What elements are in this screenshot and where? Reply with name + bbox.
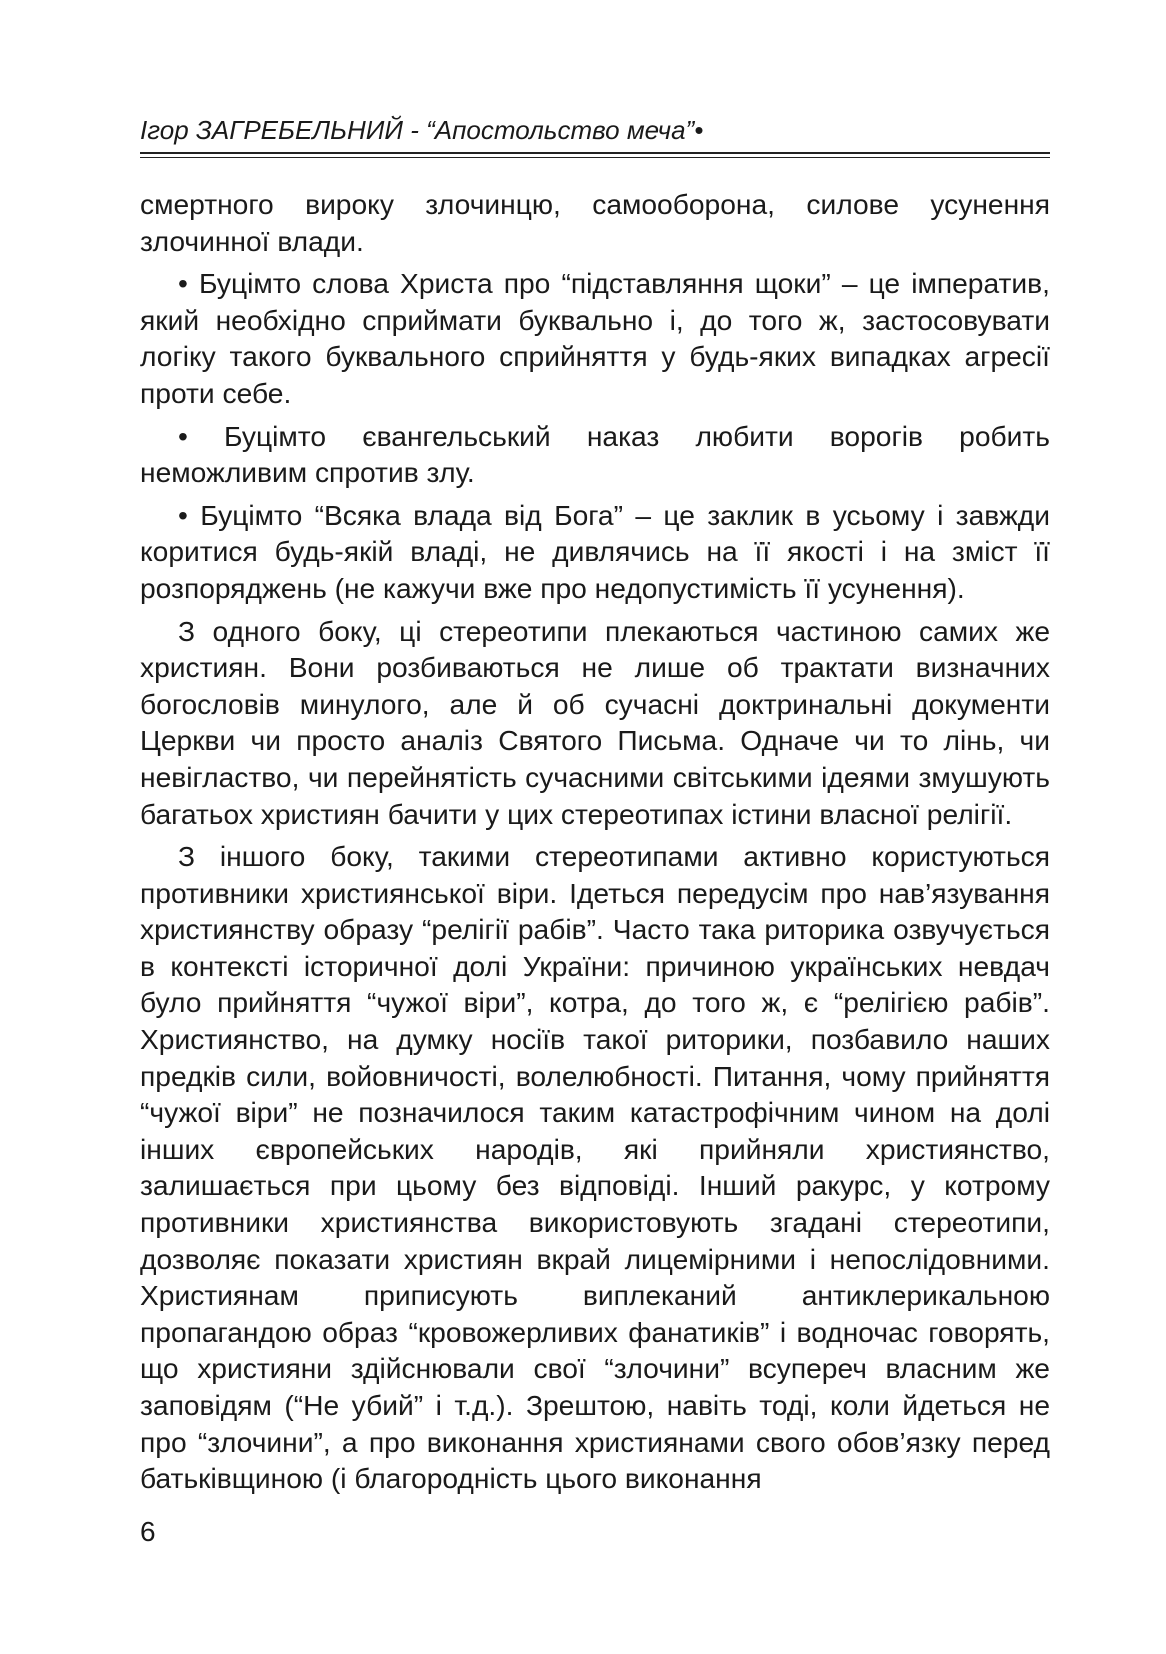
paragraph: З одного боку, ці стереотипи плекаються частиною самих же християн. Вони розбиваються не лише об трактати визначних богословів минулого, але й об сучасні доктринальні документи Церкви чи просто аналіз Святого Письма. Одначе чи то лінь, чи невігластво, чи перейнятість сучасними світськими ідеями змушують багатьох християн бачити у цих стереотипах істини власної релігії.	[140, 614, 1050, 830]
page-number: 6	[140, 1516, 156, 1547]
bullet-paragraph: • Буцімто слова Христа про “підставляння щоки” – це імператив, який необхідно сприймати буквально і, до того ж, застосовувати логіку такого буквального сприйняття у будь-яких випадках агресії проти себе.	[140, 267, 1050, 409]
running-header: Ігор ЗАГРЕБЕЛЬНИЙ - “Апостольство меча”•	[140, 115, 704, 145]
bullet-paragraph: • Буцімто євангельський наказ любити ворогів робить неможливим спротив злу.	[140, 419, 1050, 489]
header-rule-thin	[140, 157, 1050, 158]
header-rule-thick	[140, 152, 1050, 154]
paragraph-continuation: смертного вироку злочинцю, самооборона, силове усунення злочинної влади.	[140, 188, 1050, 257]
paragraph: З іншого боку, такими стереотипами активно користуються противники християнської віри. Ідеться передусім про нав’язування християнству образу “релігії рабів”. Часто така риторика озвучується в контексті історичної долі України: причиною українських невдач було прийняття “чужої віри”, котра, до того ж, є “релігією рабів”. Християнство, на думку носіїв такої риторики, позбавило наших предків сили, войовничості, волелюбності. Питання, чому прийняття “чужої віри” не позначилося таким катастрофічним чином на долі інших європейських народів, які прийняли християнство, залишається при цьому без відповіді. Інший ракурс, у котрому противники християнства використовують згадані стереотипи, дозволяє показати християн вкрай лицемірними і непослідовними. Християнам приписують виплеканий антиклерикальною пропагандою образ “кровожерливих фанатиків” і водночас говорять, що християни здійснювали свої “злочини” всупереч власним же заповідям (“Не убий” і т.д.). Зрештою, навіть тоді, коли йдеться не про “злочини”, а про виконання християнами свого обов’язку перед батьківщиною (і благородність цього виконання	[140, 840, 1050, 1495]
body-text	[140, 186, 1050, 1503]
bullet-paragraph: • Буцімто “Всяка влада від Бога” – це заклик в усьому і завжди коритися будь-якій владі, не дивлячись на її якості і на зміст її розпоряджень (не кажучи вже про недопустимість її усунення).	[140, 498, 1050, 604]
